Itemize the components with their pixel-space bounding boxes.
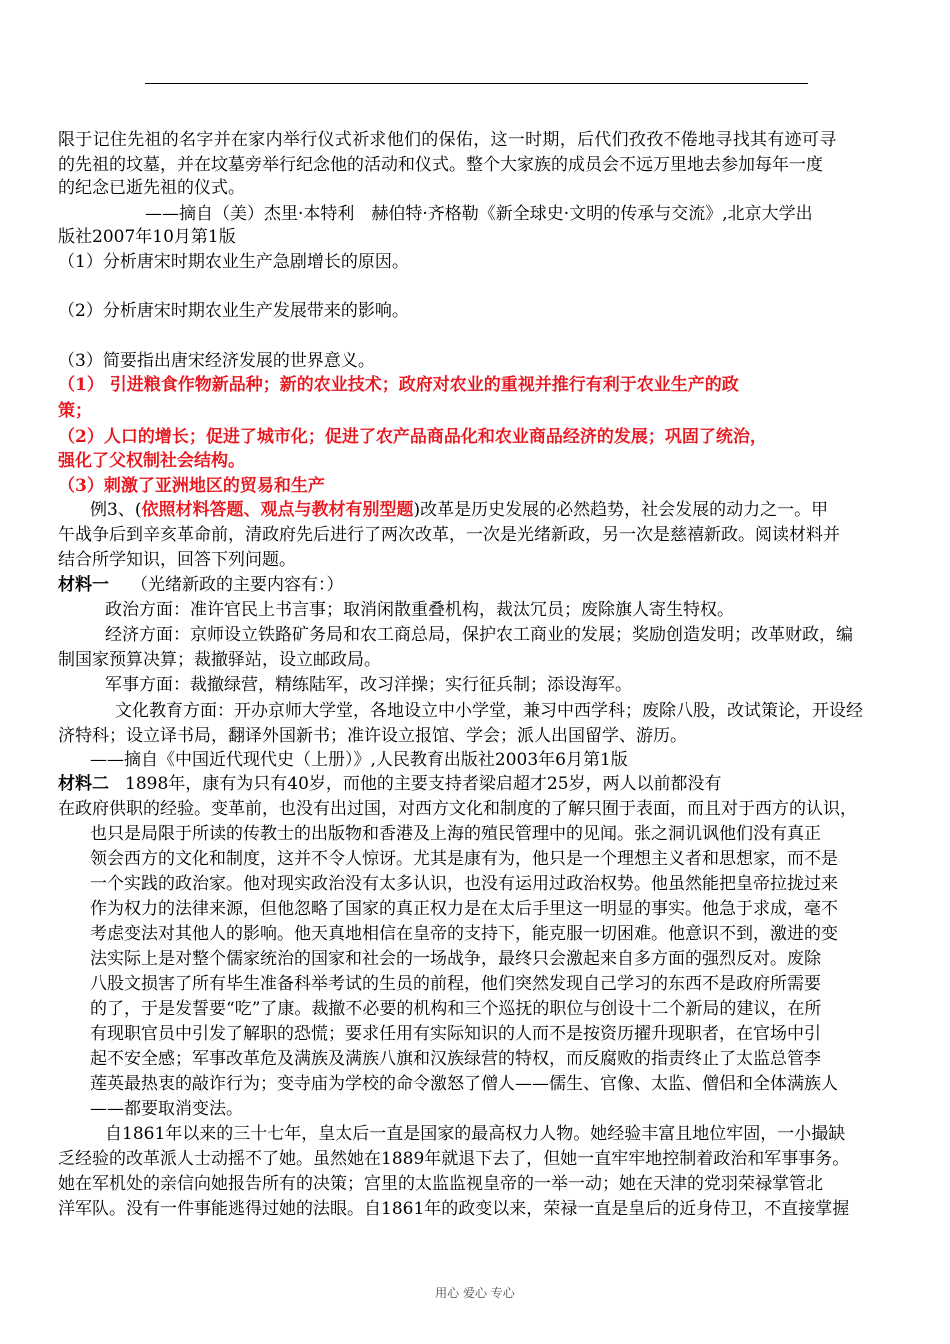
material-1-citation: ——摘自《中国近代现代史（上册）》,人民教育出版社2003年6月第1版 xyxy=(90,750,628,770)
question-1: （1）分析唐宋时期农业生产急剧增长的原因。 xyxy=(58,252,409,272)
material-1-intro: （光绪新政的主要内容有：） xyxy=(131,575,344,595)
material-2-heading xyxy=(58,773,722,795)
material-2-line: 在政府供职的经验。变革前，也没有出过国，对西方文化和制度的了解只囿于表面，而且对于西方的认识， xyxy=(58,799,857,819)
material-2-line: 有现职官员中引发了解职的恐慌；要求任用有实际知识的人而不是按资历擢升现职者，在官场中引 xyxy=(90,1024,821,1044)
material-1-line: 济特科；设立译书局，翻译外国新书；准许设立报馆、学会；派人出国留学、游历。 xyxy=(58,726,687,746)
material-2-para2-line: 她在军机处的亲信向她报告所有的决策；宫里的太监监视皇帝的一举一动；她在天津的党羽荣禄掌管北 xyxy=(58,1174,823,1194)
text-line: 的纪念已逝先祖的仪式。 xyxy=(58,178,245,198)
material-1-label: 材料一 xyxy=(58,575,109,595)
material-2-line: 考虑变法对其他人的影响。他天真地相信在皇帝的支持下，能克服一切困难。他意识不到，激进的变 xyxy=(90,924,838,944)
material-2-line: 起不安全感；军事改革危及满族及满族八旗和汉族绿营的特权，而反腐败的指责终止了太监总管李 xyxy=(90,1049,821,1069)
material-2-line: ——都要取消变法。 xyxy=(90,1099,243,1119)
citation-line: ——摘自（美）杰里·本特利 赫伯特·齐格勒《新全球史·文明的传承与交流》,北京大学出 xyxy=(145,204,813,224)
question-3: （3）简要指出唐宋经济发展的世界意义。 xyxy=(58,351,375,371)
question-2: （2）分析唐宋时期农业生产发展带来的影响。 xyxy=(58,301,409,321)
answer-line: 强化了父权制社会结构。 xyxy=(58,451,245,471)
material-2-line: 莲英最热衷的敲诈行为；变寺庙为学校的命令激怒了僧人——儒生、官像、太监、僧侣和全体满族人 xyxy=(90,1074,838,1094)
answer-line: （1） 引进粮食作物新品种；新的农业技术；政府对农业的重视并推行有利于农业生产的政 xyxy=(58,375,739,395)
material-2-line: 作为权力的法律来源，但他忽略了国家的真正权力是在太后手里这一明显的事实。他急于求成，毫不 xyxy=(90,899,838,919)
answer-line: （2）人口的增长；促进了城市化；促进了农产品商品化和农业商品经济的发展；巩固了统治， xyxy=(58,427,767,447)
example-tag: 依照材料答题、观点与教材有别型题 xyxy=(141,500,414,520)
material-2-line: 领会西方的文化和制度，这并不令人惊讶。尤其是康有为，他只是一个理想主义者和思想家，而不是 xyxy=(90,849,838,869)
material-2-line: 也只是局限于所读的传教士的出版物和香港及上海的殖民管理中的见闻。张之洞讥讽他们没有真正 xyxy=(90,824,821,844)
text-line: 的先祖的坟墓，并在坟墓旁举行纪念他的活动和仪式。整个大家族的成员会不远万里地去参加每年一度 xyxy=(58,155,823,175)
page-footer: 用心 爱心 专心 xyxy=(435,1286,515,1300)
material-2-line: 法实际上是对整个儒家统治的国家和社会的一场战争，最终只会激起来自多方面的强烈反对。废除 xyxy=(90,949,821,969)
material-2-line: 的了，于是发誓要“吃”了康。裁撤不必要的机构和三个巡抚的职位与创设十二个新局的建议，在所 xyxy=(90,999,822,1019)
material-1-line: 文化教育方面：开办京师大学堂，各地设立中小学堂，兼习中西学科；废除八股，改试策论，开设经 xyxy=(115,701,863,721)
material-1-heading xyxy=(58,574,344,596)
material-2-para2-line: 自1861年以来的三十七年，皇太后一直是国家的最高权力人物。她经验丰富且地位牢固，一小撮缺 xyxy=(105,1124,846,1144)
material-1-line: 政治方面：准许官民上书言事；取消闲散重叠机构，裁汰冗员；废除旗人寄生特权。 xyxy=(105,600,734,620)
material-2-line: 八股文损害了所有毕生准备科举考试的生员的前程，他们突然发现自己学习的东西不是政府所需要 xyxy=(90,974,821,994)
material-1-line: 制国家预算决算；裁撤驿站，设立邮政局。 xyxy=(58,650,381,670)
text-line: 限于记住先祖的名字并在家内举行仪式祈求他们的保佑，这一时期，后代们孜孜不倦地寻找其有迹可寻 xyxy=(58,130,837,150)
material-2-para2-line: 乏经验的改革派人士动摇不了她。虽然她在1889年就退下去了，但她一直牢牢地控制着政治和军事事务。 xyxy=(58,1149,850,1169)
material-2-line: 一个实践的政治家。他对现实政治没有太多认识，也没有运用过政治权势。他虽然能把皇帝拉拢过来 xyxy=(90,874,838,894)
example-suffix: )改革是历史发展的必然趋势，社会发展的动力之一。甲 xyxy=(413,500,829,520)
material-2-para2-line: 洋军队。没有一件事能逃得过她的法眼。自1861年的政变以来，荣禄一直是皇后的近身侍卫，不直接掌握 xyxy=(58,1199,850,1219)
material-1-line: 经济方面：京师设立铁路矿务局和农工商总局，保护农工商业的发展；奖励创造发明；改革财政，编 xyxy=(105,625,853,645)
header-rule xyxy=(145,83,808,84)
answer-line: 策； xyxy=(58,401,92,421)
example-line: 结合所学知识，回答下列问题。 xyxy=(58,550,296,570)
example-heading xyxy=(90,499,828,521)
example-line: 午战争后到辛亥革命前，清政府先后进行了两次改革，一次是光绪新政，另一次是慈禧新政。阅读材料并 xyxy=(58,525,840,545)
example-prefix: 例3、( xyxy=(90,500,142,520)
material-2-first: 1898年，康有为只有40岁，而他的主要支持者梁启超才25岁，两人以前都没有 xyxy=(125,774,722,794)
answer-line: （3）刺激了亚洲地区的贸易和生产 xyxy=(58,476,325,496)
citation-line: 版社2007年10月第1版 xyxy=(58,227,236,247)
material-1-line: 军事方面：裁撤绿营，精练陆军，改习洋操；实行征兵制；添设海军。 xyxy=(105,675,632,695)
material-2-label: 材料二 xyxy=(58,774,109,794)
